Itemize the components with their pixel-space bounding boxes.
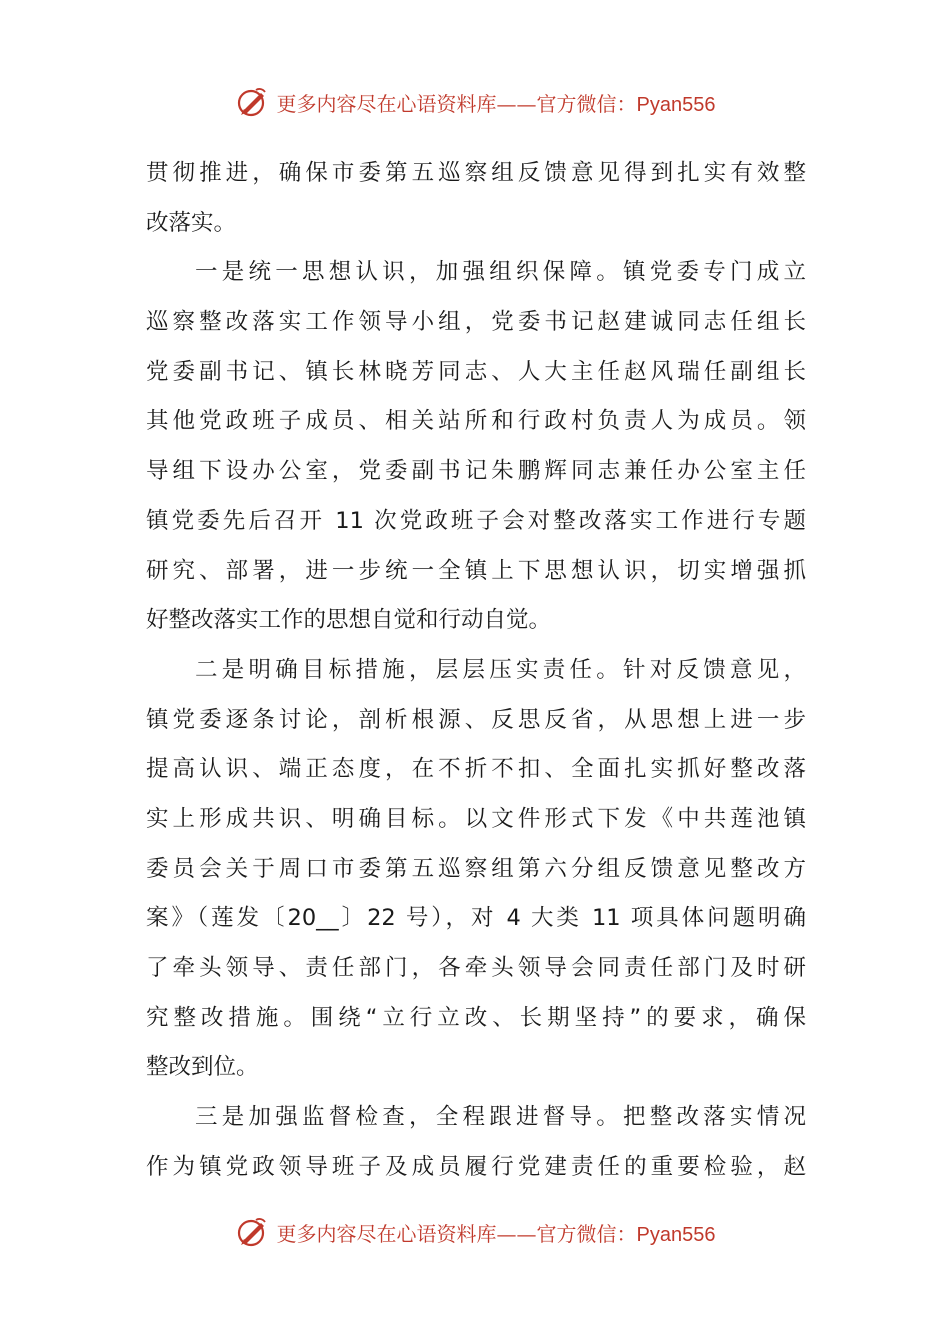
text-line: 导组下设办公室，党委副书记朱鹏辉同志兼任办公室主任 bbox=[146, 458, 806, 485]
footer-watermark bbox=[0, 1212, 950, 1252]
text-line: 二是明确目标措施，层层压实责任。针对反馈意见， bbox=[195, 656, 806, 683]
text-line: 案》（莲发〔20__〕22 号），对 4 大类 11 项具体问题明确 bbox=[146, 905, 806, 932]
watermark-wechat-label: 官方微信： bbox=[536, 1221, 637, 1246]
text-line: 巡察整改落实工作领导小组，党委书记赵建诚同志任组长 bbox=[146, 309, 806, 336]
text-line: 其他党政班子成员、相关站所和行政村负责人为成员。领 bbox=[146, 408, 806, 435]
watermark-dash: —— bbox=[496, 1221, 537, 1246]
watermark-prefix: 更多内容尽在心语资料库 bbox=[276, 91, 497, 116]
watermark-text bbox=[277, 1218, 716, 1247]
watermark-account: Pyan556 bbox=[636, 1223, 716, 1246]
watermark-prefix: 更多内容尽在心语资料库 bbox=[276, 1221, 497, 1246]
text-line: 委员会关于周口市委第五巡察组第六分组反馈意见整改方 bbox=[146, 855, 806, 882]
text-line: 镇党委逐条讨论，剖析根源、反思反省，从思想上进一步 bbox=[146, 706, 806, 733]
document-body bbox=[146, 149, 806, 1192]
text-line: 改落实。 bbox=[146, 209, 237, 236]
text-line: 了牵头领导、责任部门，各牵头领导会同责任部门及时研 bbox=[146, 955, 806, 981]
text-line: 一是统一思想认识，加强组织保障。镇党委专门成立 bbox=[195, 259, 806, 286]
text-line: 好整改落实工作的思想自觉和行动自觉。 bbox=[146, 607, 552, 634]
text-line: 究整改措施。围绕“立行立改、长期坚持”的要求，确保 bbox=[146, 1004, 806, 1031]
watermark-wechat-label: 官方微信： bbox=[536, 91, 637, 116]
text-line: 贯彻推进，确保市委第五巡察组反馈意见得到扎实有效整 bbox=[146, 160, 806, 186]
text-line: 镇党委先后召开 11 次党政班子会对整改落实工作进行专题 bbox=[146, 507, 806, 534]
text-line: 研究、部署，进一步统一全镇上下思想认识，切实增强抓 bbox=[146, 557, 806, 584]
text-line: 整改到位。 bbox=[146, 1054, 259, 1081]
text-line: 作为镇党政领导班子及成员履行党建责任的重要检验，赵 bbox=[146, 1153, 806, 1180]
text-line: 实上形成共识、明确目标。以文件形式下发《中共莲池镇 bbox=[146, 805, 806, 832]
watermark-text bbox=[277, 88, 716, 117]
header-watermark bbox=[0, 82, 950, 122]
pen-circle-logo-icon bbox=[235, 85, 269, 119]
pen-circle-logo-icon bbox=[235, 1215, 269, 1249]
watermark-dash: —— bbox=[496, 91, 537, 116]
watermark-account: Pyan556 bbox=[636, 93, 716, 116]
text-line: 党委副书记、镇长林晓芳同志、人大主任赵风瑞任副组长 bbox=[146, 358, 806, 385]
text-line: 三是加强监督检查，全程跟进督导。把整改落实情况 bbox=[195, 1104, 806, 1131]
text-line: 提高认识、端正态度，在不折不扣、全面扎实抓好整改落 bbox=[146, 756, 806, 783]
